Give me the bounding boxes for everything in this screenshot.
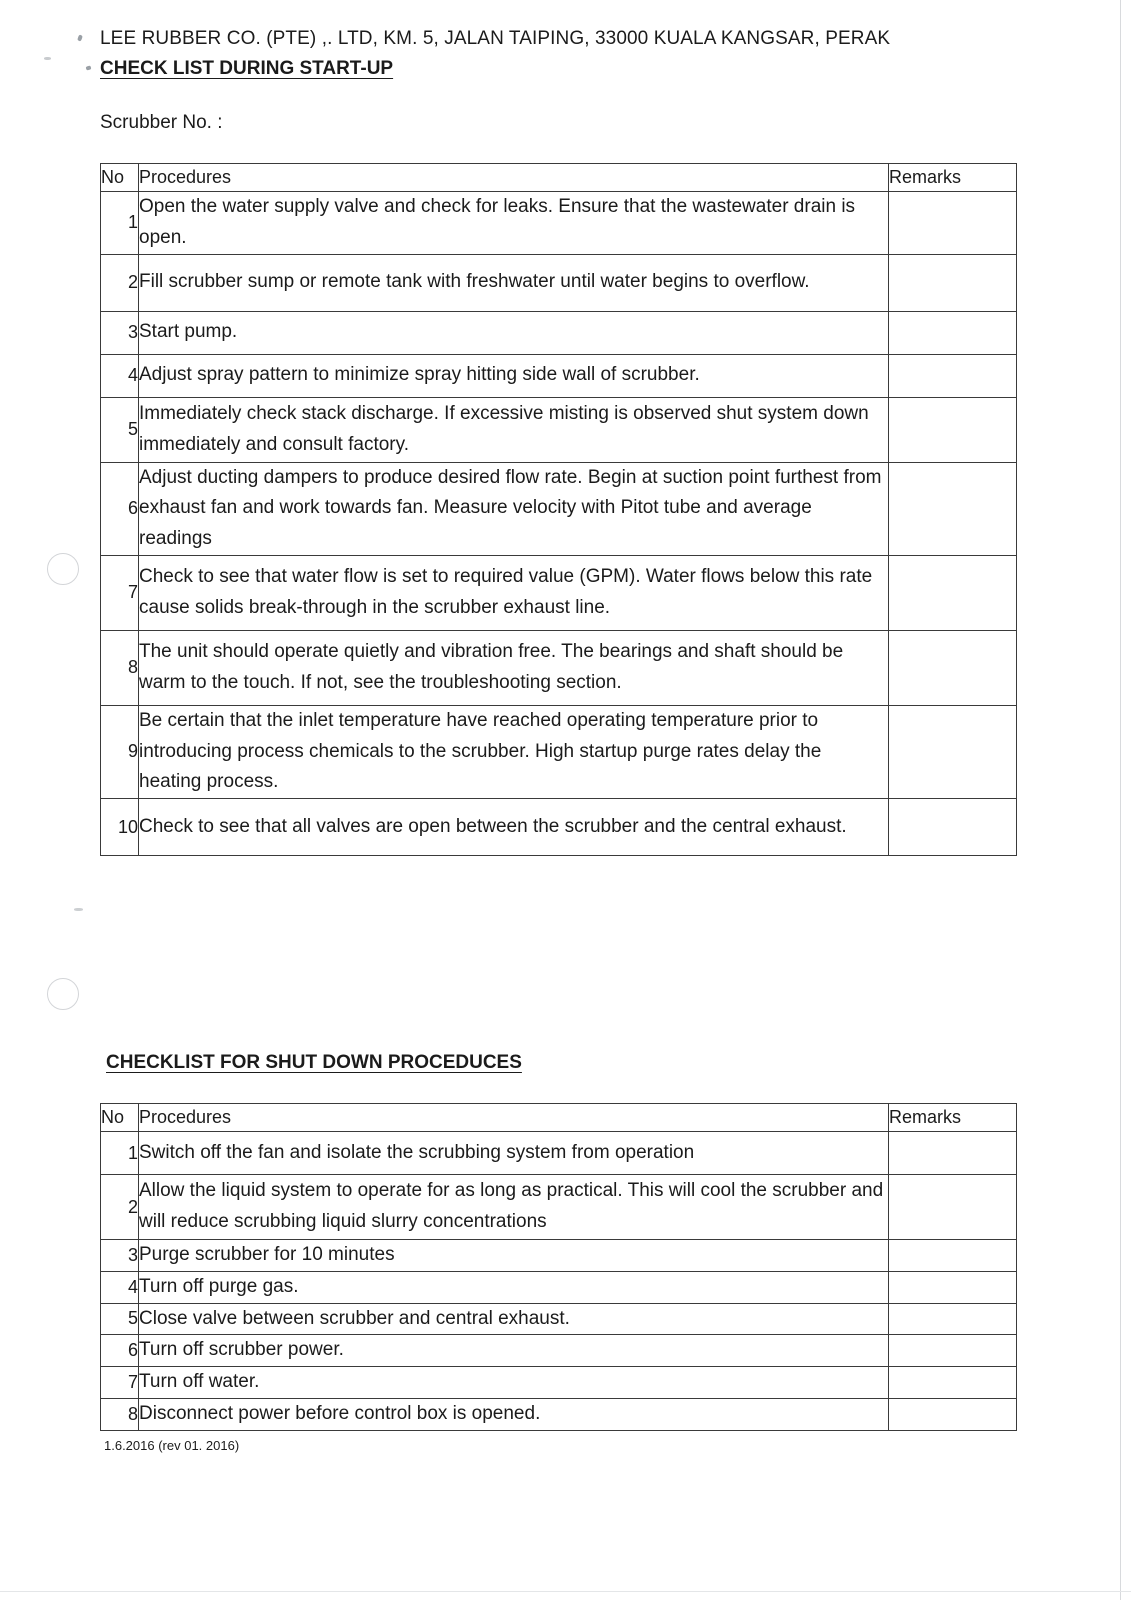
table-row — [101, 254, 1017, 311]
row-remarks[interactable] — [889, 354, 1017, 397]
row-number: 2 — [101, 254, 139, 311]
row-number: 1 — [101, 1132, 139, 1175]
row-remarks[interactable] — [889, 397, 1017, 462]
row-number: 6 — [101, 462, 139, 555]
table-row — [101, 1303, 1017, 1335]
row-remarks[interactable] — [889, 799, 1017, 856]
scan-edge-line — [1120, 0, 1121, 1600]
column-header-procedures: Procedures — [139, 1104, 889, 1132]
row-number: 5 — [101, 397, 139, 462]
table-header-row — [101, 164, 1017, 192]
row-remarks[interactable] — [889, 1271, 1017, 1303]
table-row — [101, 1240, 1017, 1272]
row-procedure: Open the water supply valve and check for leaks. Ensure that the wastewater drain is open. — [139, 192, 889, 255]
row-number: 7 — [101, 555, 139, 630]
row-remarks[interactable] — [889, 630, 1017, 705]
scan-edge-bottom-line — [0, 1591, 1131, 1592]
row-procedure: Immediately check stack discharge. If excessive misting is observed shut system down immediately and consult factory. — [139, 397, 889, 462]
scan-speck — [86, 65, 92, 70]
row-number: 6 — [101, 1335, 139, 1367]
punch-hole-icon — [47, 978, 79, 1010]
row-remarks[interactable] — [889, 1398, 1017, 1430]
row-number: 10 — [101, 799, 139, 856]
table-row — [101, 630, 1017, 705]
table-row — [101, 1271, 1017, 1303]
column-header-no: No — [101, 164, 139, 192]
table-row — [101, 1335, 1017, 1367]
row-procedure: Turn off purge gas. — [139, 1271, 889, 1303]
table-row — [101, 1367, 1017, 1399]
table-row — [101, 397, 1017, 462]
row-number: 3 — [101, 1240, 139, 1272]
row-number: 3 — [101, 311, 139, 354]
row-procedure: The unit should operate quietly and vibration free. The bearings and shaft should be warm to the touch. If not, see the troubleshooting section. — [139, 630, 889, 705]
scan-speck — [77, 34, 83, 41]
row-procedure: Turn off scrubber power. — [139, 1335, 889, 1367]
row-procedure: Close valve between scrubber and central exhaust. — [139, 1303, 889, 1335]
column-header-no: No — [101, 1104, 139, 1132]
table-row — [101, 462, 1017, 555]
table-row — [101, 192, 1017, 255]
punch-hole-icon — [47, 553, 79, 585]
table-row — [101, 311, 1017, 354]
table-row — [101, 1175, 1017, 1240]
row-procedure: Be certain that the inlet temperature have reached operating temperature prior to introducing process chemicals to the scrubber. High startup purge rates delay the heating process. — [139, 705, 889, 798]
row-procedure: Adjust ducting dampers to produce desired flow rate. Begin at suction point furthest from exhaust fan and work towards fan. Measure velocity with Pitot tube and average readings — [139, 462, 889, 555]
row-remarks[interactable] — [889, 254, 1017, 311]
row-procedure: Start pump. — [139, 311, 889, 354]
row-remarks[interactable] — [889, 1335, 1017, 1367]
row-number: 9 — [101, 705, 139, 798]
table-header-row — [101, 1104, 1017, 1132]
row-number: 5 — [101, 1303, 139, 1335]
company-address-line: LEE RUBBER CO. (PTE) ,. LTD, KM. 5, JALAN TAIPING, 33000 KUALA KANGSAR, PERAK — [100, 28, 891, 49]
row-remarks[interactable] — [889, 1303, 1017, 1335]
row-procedure: Turn off water. — [139, 1367, 889, 1399]
row-procedure: Allow the liquid system to operate for as long as practical. This will cool the scrubber and will reduce scrubbing liquid slurry concentrations — [139, 1175, 889, 1240]
table-row — [101, 354, 1017, 397]
row-number: 8 — [101, 1398, 139, 1430]
row-remarks[interactable] — [889, 705, 1017, 798]
table-row — [101, 555, 1017, 630]
table-row — [101, 1132, 1017, 1175]
row-remarks[interactable] — [889, 1175, 1017, 1240]
row-number: 7 — [101, 1367, 139, 1399]
row-remarks[interactable] — [889, 311, 1017, 354]
scrubber-number-field-label: Scrubber No. : — [100, 112, 223, 133]
row-procedure: Adjust spray pattern to minimize spray hitting side wall of scrubber. — [139, 354, 889, 397]
row-number: 8 — [101, 630, 139, 705]
column-header-remarks: Remarks — [889, 164, 1017, 192]
row-remarks[interactable] — [889, 192, 1017, 255]
column-header-remarks: Remarks — [889, 1104, 1017, 1132]
row-remarks[interactable] — [889, 462, 1017, 555]
row-procedure: Switch off the fan and isolate the scrubbing system from operation — [139, 1132, 889, 1175]
table-row — [101, 1398, 1017, 1430]
row-remarks[interactable] — [889, 1240, 1017, 1272]
table-row — [101, 705, 1017, 798]
row-number: 2 — [101, 1175, 139, 1240]
row-number: 4 — [101, 354, 139, 397]
row-procedure: Purge scrubber for 10 minutes — [139, 1240, 889, 1272]
shutdown-section-heading: CHECKLIST FOR SHUT DOWN PROCEDUCES — [106, 1052, 522, 1073]
shutdown-checklist-table — [100, 1103, 1017, 1431]
page-title: CHECK LIST DURING START-UP — [100, 58, 394, 79]
startup-checklist-table — [100, 163, 1017, 856]
revision-footer: 1.6.2016 (rev 01. 2016) — [104, 1438, 240, 1453]
scan-speck — [74, 908, 83, 911]
table-row — [101, 799, 1017, 856]
row-procedure: Disconnect power before control box is opened. — [139, 1398, 889, 1430]
row-procedure: Check to see that water flow is set to required value (GPM). Water flows below this rate cause solids break-through in the scrubber exhaust line. — [139, 555, 889, 630]
row-number: 4 — [101, 1271, 139, 1303]
row-remarks[interactable] — [889, 1367, 1017, 1399]
scan-speck — [44, 57, 51, 60]
row-remarks[interactable] — [889, 1132, 1017, 1175]
row-number: 1 — [101, 192, 139, 255]
row-procedure: Check to see that all valves are open between the scrubber and the central exhaust. — [139, 799, 889, 856]
column-header-procedures: Procedures — [139, 164, 889, 192]
row-procedure: Fill scrubber sump or remote tank with freshwater until water begins to overflow. — [139, 254, 889, 311]
row-remarks[interactable] — [889, 555, 1017, 630]
